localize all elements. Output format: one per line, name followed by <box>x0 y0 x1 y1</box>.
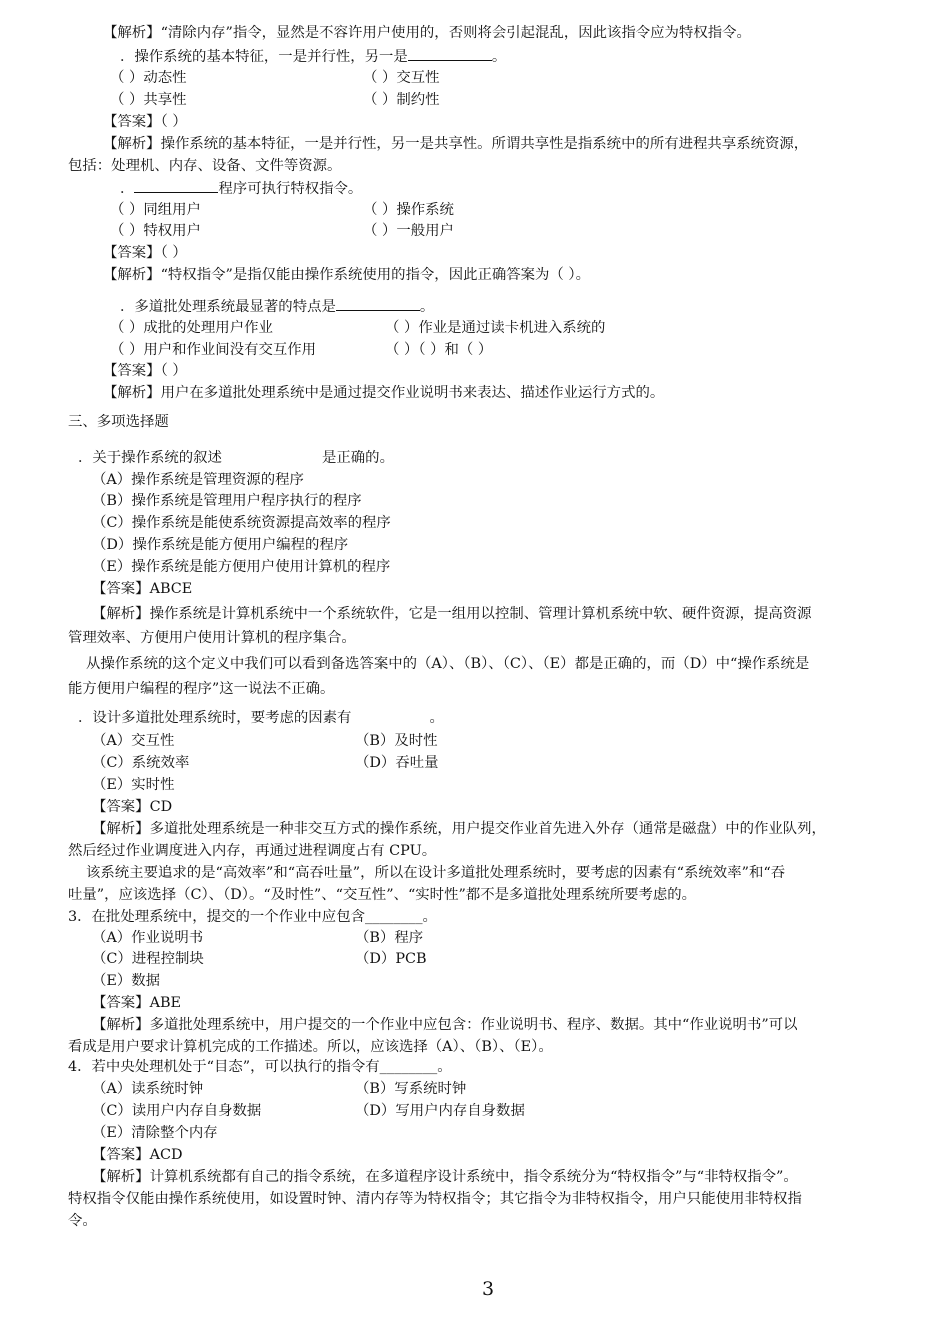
explanation-line: 【解析】操作系统是计算机系统中一个系统软件，它是一组用以控制、管理计算机系统中软、硬件资源，提高资源 <box>92 606 812 622</box>
option-item: （C）进程控制块 <box>92 951 204 967</box>
explanation-line: 管理效率、方便用户使用计算机的程序集合。 <box>68 630 356 646</box>
section-heading: 三、多项选择题 <box>68 414 169 430</box>
answer-line: 【答案】ABE <box>92 995 182 1011</box>
explanation-line: 【解析】多道批处理系统中，用户提交的一个作业中应包含：作业说明书、程序、数据。其中“作业说明书”可以 <box>92 1017 798 1033</box>
option-item: （ ）特权用户 <box>110 223 201 239</box>
explanation-line: 【解析】“特权指令”是指仅能由操作系统使用的指令，因此正确答案为（ ）。 <box>103 267 590 283</box>
option-item: （ ）操作系统 <box>363 202 454 218</box>
answer-line: 【答案】ABCE <box>92 581 193 597</box>
option-item: （B）及时性 <box>355 733 438 749</box>
question-stem: ．设计多道批处理系统时，要考虑的因素有 。 <box>78 710 444 726</box>
answer-line: 【答案】（ ） <box>103 363 187 379</box>
answer-line: 【答案】（ ） <box>103 245 187 261</box>
question-stem-tail: 是正确的。 <box>322 450 394 466</box>
option-item: （D）写用户内存自身数据 <box>355 1103 525 1119</box>
explanation-line: 【解析】计算机系统都有自己的指令系统，在多道程序设计系统中，指令系统分为“特权指令”与“非特权指令”。 <box>92 1169 798 1185</box>
explanation-line: 从操作系统的这个定义中我们可以看到备选答案中的（A）、（B）、（C）、（E）都是正确的，而（D）中“操作系统是 <box>86 656 810 672</box>
answer-blank <box>408 45 492 61</box>
explanation-line: 该系统主要追求的是“高效率”和“高吞吐量”，所以在设计多道批处理系统时，要考虑的因素有“系统效率”和“吞 <box>86 865 786 881</box>
option-item: （A）交互性 <box>92 733 175 749</box>
option-item: （ ）（ ）和（ ） <box>385 342 493 358</box>
explanation-line: 然后经过作业调度进入内存，再通过进程调度占有 CPU。 <box>68 843 437 859</box>
option-item: （ ）用户和作业间没有交互作用 <box>110 342 317 358</box>
option-item: （ ）一般用户 <box>363 223 454 239</box>
explanation-line: 【解析】操作系统的基本特征，一是并行性，另一是共享性。所谓共享性是指系统中的所有进程共享系统资源， <box>103 136 809 152</box>
question-stem: ．操作系统的基本特征，一是并行性，另一是 。 <box>120 45 506 68</box>
answer-line: 【答案】ACD <box>92 1147 183 1163</box>
answer-blank <box>336 295 420 311</box>
option-item: （B）程序 <box>355 930 424 946</box>
option-item: （ ）作业是通过读卡机进入系统的 <box>385 320 606 336</box>
explanation-line: 令。 <box>68 1213 97 1229</box>
explanation-line: 包括：处理机、内存、设备、文件等资源。 <box>68 158 342 174</box>
explanation-line: 【解析】用户在多道批处理系统中是通过提交作业说明书来表达、描述作业运行方式的。 <box>103 385 665 401</box>
option-item: （B）写系统时钟 <box>355 1081 467 1097</box>
option-item: （ ）同组用户 <box>110 202 201 218</box>
option-item: （ ）动态性 <box>110 70 187 86</box>
option-item: （C）系统效率 <box>92 755 190 771</box>
option-item: （A）操作系统是管理资源的程序 <box>92 472 304 488</box>
explanation-line: 【解析】多道批处理系统是一种非交互方式的操作系统，用户提交作业首先进入外存（通常是磁盘）中的作业队列， <box>92 821 826 837</box>
option-item: （E）操作系统是能方便用户使用计算机的程序 <box>92 559 391 575</box>
option-item: （C）操作系统是能使系统资源提高效率的程序 <box>92 515 391 531</box>
option-item: （ ）制约性 <box>363 92 440 108</box>
option-item: （C）读用户内存自身数据 <box>92 1103 262 1119</box>
answer-line: 【答案】（ ） <box>103 114 187 130</box>
explanation-line: 看成是用户要求计算机完成的工作描述。所以，应该选择（A）、（B）、（E）。 <box>68 1039 553 1055</box>
question-stem: ．多道批处理系统最显著的特点是 。 <box>120 295 434 318</box>
option-item: （ ）成批的处理用户作业 <box>110 320 273 336</box>
option-item: （E）清除整个内存 <box>92 1125 218 1141</box>
explanation-line: 特权指令仅能由操作系统使用，如设置时钟、清内存等为特权指令；其它指令为非特权指令，用户只能使用非特权指 <box>68 1191 802 1207</box>
option-item: （ ）共享性 <box>110 92 187 108</box>
option-item: （D）操作系统是能方便用户编程的程序 <box>92 537 349 553</box>
text-line: 【解析】“清除内存”指令，显然是不容许用户使用的，否则将会引起混乱，因此该指令应为特权指令。 <box>103 25 751 41</box>
option-item: （D）PCB <box>355 951 427 967</box>
option-item: （E）实时性 <box>92 777 175 793</box>
option-item: （D）吞吐量 <box>355 755 439 771</box>
question-stem: 4．若中央处理机处于“目态”，可以执行的指令有________。 <box>68 1059 452 1075</box>
answer-blank <box>134 177 218 193</box>
question-stem: 3．在批处理系统中，提交的一个作业中应包含________。 <box>68 909 437 925</box>
page-number: 3 <box>482 1278 495 1300</box>
question-stem: ． 程序可执行特权指令。 <box>120 177 362 200</box>
option-item: （E）数据 <box>92 973 161 989</box>
option-item: （ ）交互性 <box>363 70 440 86</box>
option-item: （A）作业说明书 <box>92 930 204 946</box>
option-item: （A）读系统时钟 <box>92 1081 204 1097</box>
option-item: （B）操作系统是管理用户程序执行的程序 <box>92 493 362 509</box>
explanation-line: 吐量”，应该选择（C）、（D）。“及时性”、“交互性”、“实时性”都不是多道批处理系统所要考虑的。 <box>68 887 697 903</box>
explanation-line: 能方便用户编程的程序”这一说法不正确。 <box>68 681 335 697</box>
answer-line: 【答案】CD <box>92 799 173 815</box>
question-stem: ．关于操作系统的叙述 <box>78 450 222 466</box>
